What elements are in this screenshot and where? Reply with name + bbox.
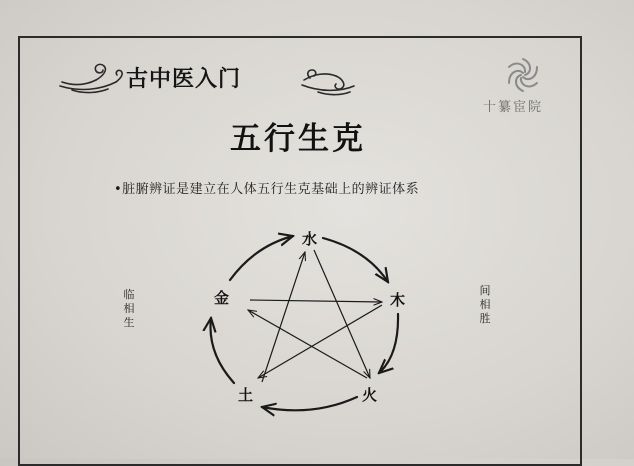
alternate-control-label: 间相胜 (479, 284, 491, 325)
arrow-fire-to-earth (262, 397, 357, 410)
arrow-wood-to-fire (379, 314, 398, 373)
element-fire: 火 (362, 386, 378, 404)
slide-title: 五行生克 (230, 121, 366, 157)
arrow-water-to-fire (314, 250, 370, 378)
arrow-metal-to-water (230, 236, 293, 280)
cloud-ornament-right-icon (302, 70, 354, 95)
element-earth: 土 (238, 386, 254, 404)
brand-text: 十纂宦院 (483, 100, 544, 115)
cloud-ornament-left-icon (60, 64, 122, 92)
arrow-wood-to-earth (258, 305, 382, 378)
brand-logo-icon (509, 59, 537, 91)
controlling-cycle-arrows (248, 250, 382, 382)
arrow-fire-to-metal (248, 310, 367, 378)
course-title: 古中医入门 (126, 67, 242, 92)
arrow-earth-to-metal (210, 318, 234, 383)
element-wood: 木 (390, 291, 406, 309)
arrow-water-to-wood (323, 238, 388, 282)
arrow-metal-to-wood (250, 300, 382, 302)
element-metal: 金 (214, 289, 230, 307)
adjacent-generate-label: 临相生 (123, 288, 135, 329)
element-water: 水 (302, 230, 318, 248)
bullet-text: •脏腑辨证是建立在人体五行生克基础上的辨证体系 (114, 182, 420, 197)
